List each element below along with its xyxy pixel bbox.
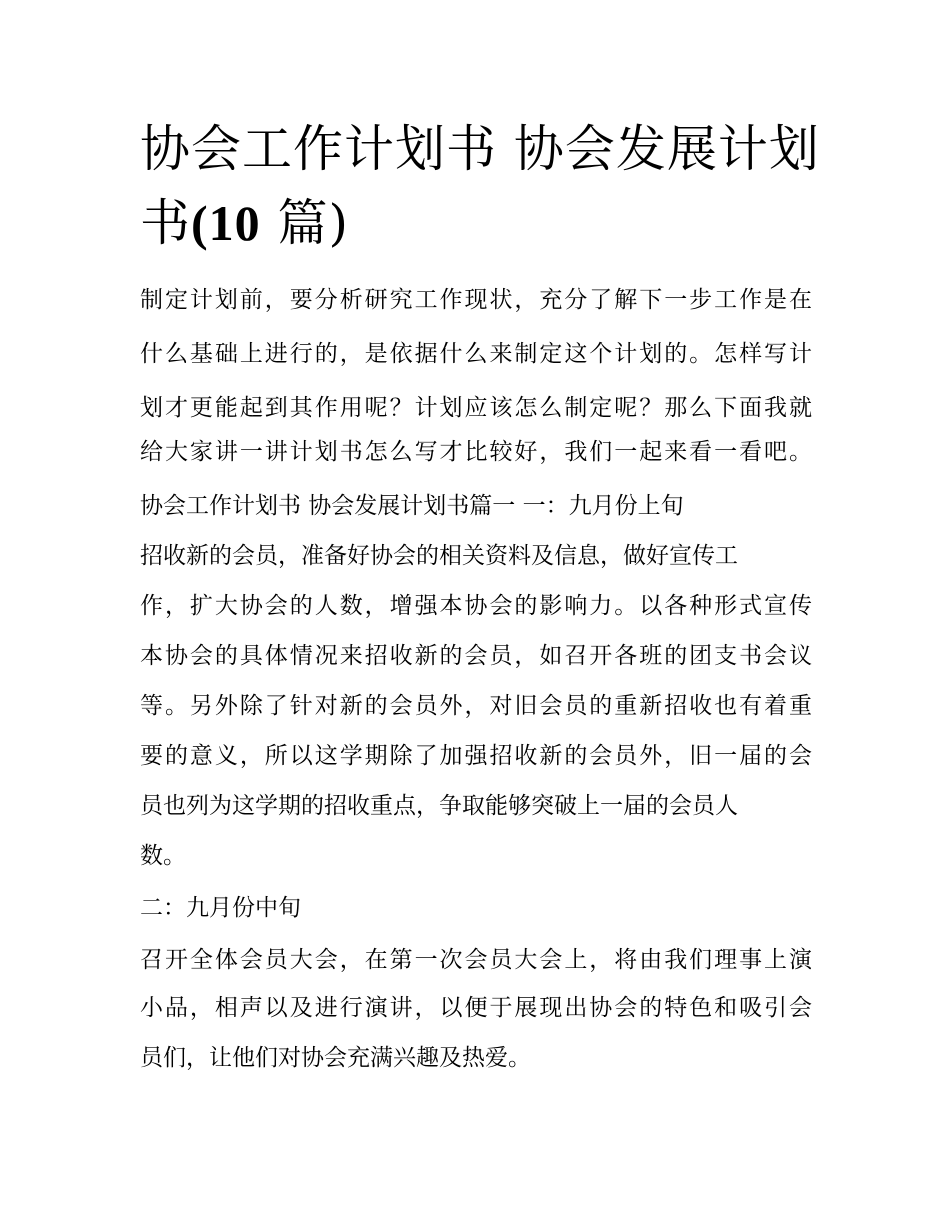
document-title (140, 112, 820, 260)
paragraph-line: 要的意义，所以这学期除了加强招收新的会员外，旧一届的会 (140, 743, 812, 769)
section-heading-line: 协会工作计划书 协会发展计划书篇一 一：九月份上旬 (140, 493, 684, 519)
paragraph-line: 作，扩大协会的人数，增强本协会的影响力。以各种形式宣传 (140, 593, 812, 619)
paragraph-line: 招收新的会员，准备好协会的相关资料及信息，做好宣传工 (140, 543, 738, 569)
paragraph-line: 员也列为这学期的招收重点，争取能够突破上一届的会员人 (140, 793, 738, 819)
paragraph-line: 召开全体会员大会，在第一次会员大会上，将由我们理事上演 (140, 947, 812, 973)
paragraph-line: 员们，让他们对协会充满兴趣及热爱。 (140, 1045, 531, 1071)
paragraph-line: 数。 (140, 843, 186, 869)
paragraph-line: 给大家讲一讲计划书怎么写才比较好，我们一起来看一看吧。 (140, 439, 812, 465)
title-count: (10 (191, 195, 261, 251)
paragraph-line: 什么基础上进行的，是依据什么来制定这个计划的。怎样写计 (140, 341, 812, 367)
paragraph-line: 小品，相声以及进行演讲，以便于展现出协会的特色和吸引会 (140, 995, 812, 1021)
paragraph-line: 等。另外除了针对新的会员外，对旧会员的重新招收也有着重 (140, 693, 812, 719)
title-text: 协会工作计划书 协会发展计划书 (140, 120, 820, 252)
title-suffix: 篇) (260, 194, 350, 252)
paragraph-line: 制定计划前，要分析研究工作现状，充分了解下一步工作是在 (140, 287, 812, 313)
paragraph-line: 划才更能起到其作用呢？计划应该怎么制定呢？那么下面我就 (140, 395, 812, 421)
paragraph-line: 本协会的具体情况来招收新的会员，如召开各班的团支书会议 (140, 643, 812, 669)
section-heading-line: 二：九月份中旬 (140, 895, 301, 921)
